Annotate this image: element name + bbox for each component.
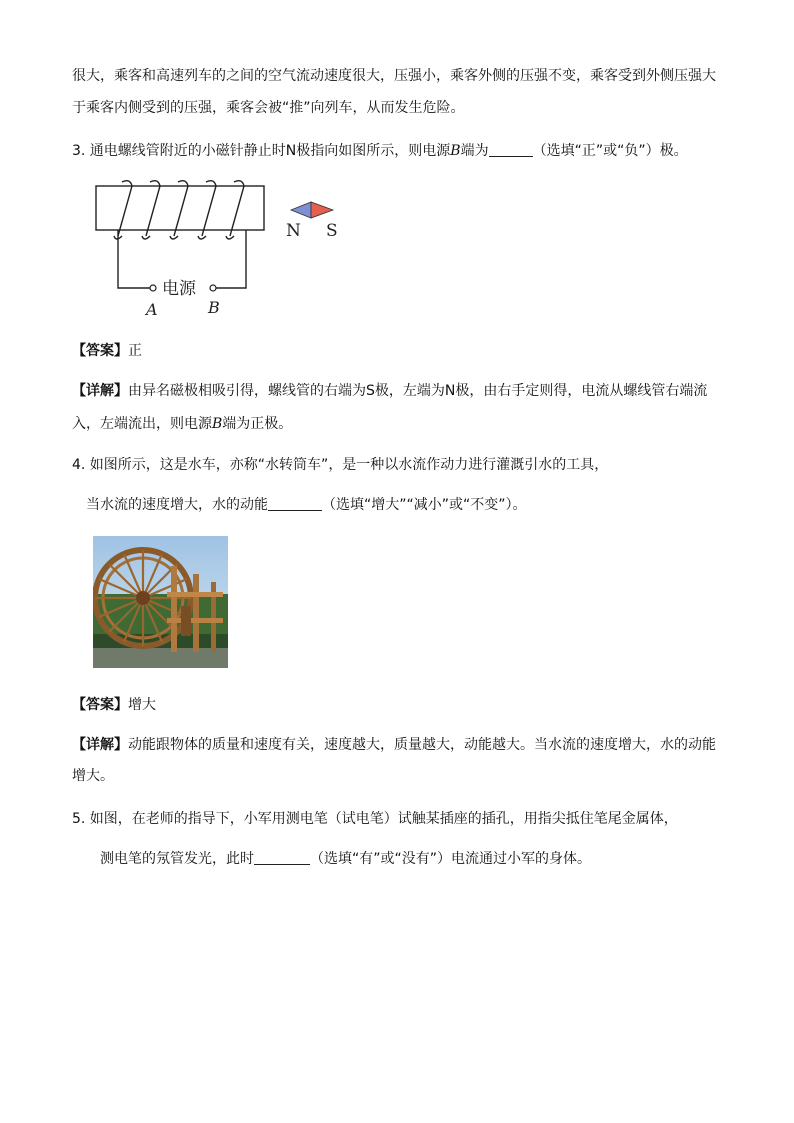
question-5-line-2: 测电笔的氖管发光，此时 （选填“有”或“没有”）电流通过小军的身体。: [100, 851, 592, 867]
prev-explanation-line-2: 于乘客内侧受到的压强，乘客会被“推”向列车，从而发生危险。: [72, 100, 465, 116]
answer-q4: 【答案】增大: [72, 697, 156, 713]
terminal-b: [210, 285, 216, 291]
needle-n-label: N: [286, 221, 301, 241]
question-5-line-1: 5. 如图，在老师的指导下，小军用测电笔（试电笔）试触某插座的插孔，用指尖抵住笔尾金属体，: [72, 811, 678, 827]
detail-q4-line-2: 增大。: [72, 768, 114, 784]
terminal-a: [150, 285, 156, 291]
answer-q3: 【答案】正: [72, 343, 142, 359]
compass-needle-s: [311, 202, 333, 218]
answer-blank-q4[interactable]: [268, 496, 322, 511]
detail-q4-line-1: 【详解】动能跟物体的质量和速度有关，速度越大，质量越大，动能越大。当水流的速度增大，水的动能: [72, 737, 716, 753]
terminal-b-label: B: [208, 298, 220, 317]
question-4-line-1: 4. 如图所示，这是水车，亦称“水转筒车”，是一种以水流作动力进行灌溉引水的工具，: [72, 457, 609, 473]
solenoid-figure: [90, 176, 350, 321]
power-source-label: 电源: [162, 279, 196, 299]
question-3: 3. 通电螺线管附近的小磁针静止时N极指向如图所示，则电源B端为 （选填“正”或“负”）极。: [72, 143, 688, 159]
waterwheel-photo: [93, 536, 228, 668]
terminal-a-label: A: [146, 300, 158, 319]
needle-s-label: S: [326, 221, 338, 241]
detail-q3-line-2: 入，左端流出，则电源B端为正极。: [72, 416, 293, 432]
compass-needle-n: [291, 202, 311, 218]
question-4-line-2: 当水流的速度增大，水的动能 （选填“增大”“减小”或“不变”）。: [86, 497, 527, 513]
answer-blank-q3[interactable]: [489, 142, 533, 157]
prev-explanation-line-1: 很大，乘客和高速列车的之间的空气流动速度很大，压强小，乘客外侧的压强不变，乘客受到外侧压强大: [72, 68, 716, 84]
answer-blank-q5[interactable]: [254, 850, 310, 865]
detail-q3-line-1: 【详解】由异名磁极相吸引得，螺线管的右端为S极，左端为N极，由右手定则得，电流从螺线管右端流: [72, 383, 708, 399]
